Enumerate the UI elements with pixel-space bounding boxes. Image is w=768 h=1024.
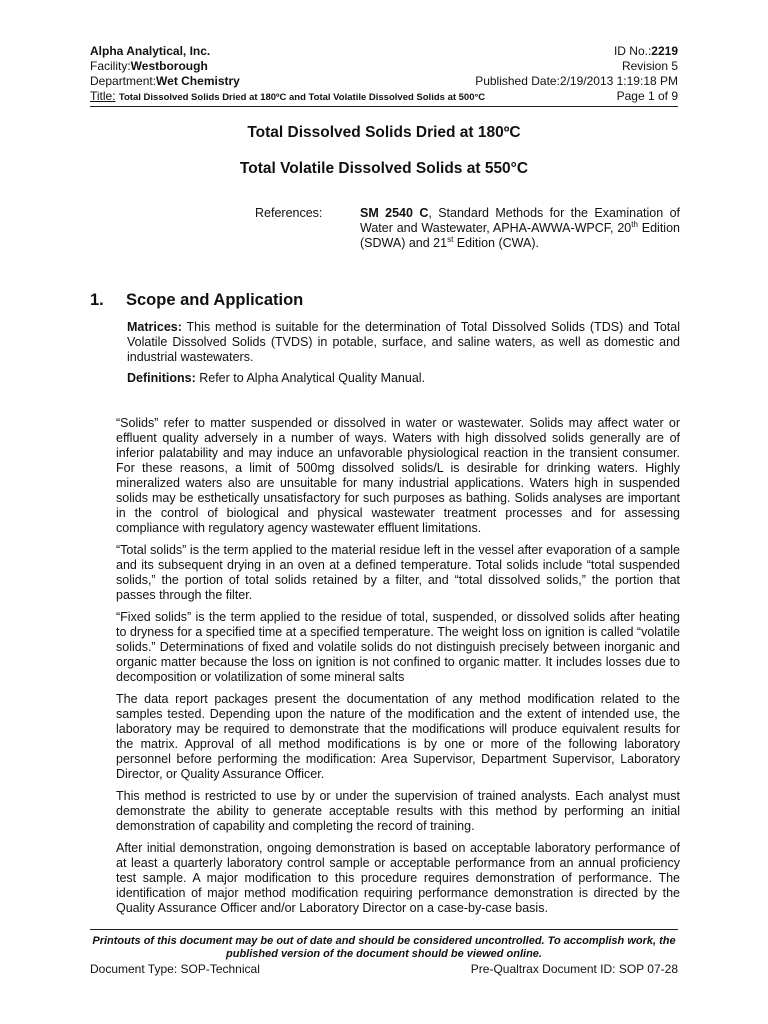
main-title-1: Total Dissolved Solids Dried at 180ºC [247, 124, 521, 141]
main-title-2: Total Volatile Dissolved Solids at 550°C [239, 160, 529, 177]
body-paragraph: The data report packages present the documentation of any method modification related to the samples tested. Depending upon the nature of the modification and the extent of intended use, the laboratory may be required to demonstrate that the modifications will produce equivalent results for the matrix. Approval of all method modifications is by one or more of the following laboratory personnel before performing the modification: Area Supervisor, Department Supervisor, Laboratory Director, or Quality Assurance Officer. [116, 692, 680, 781]
doc-title-line: Title: Total Dissolved Solids Dried at 180ºC and Total Volatile Dissolved Solids at 500°C [90, 89, 486, 103]
body-paragraph: “Fixed solids” is the term applied to the residue of total, suspended, or dissolved solids after heating to dryness for a specified time at a specified temperature. The weight loss on ignition is called “volatile solids.” Determinations of fixed and volatile solids do not distinguish precisely between inorganic and organic matter because the loss on ignition is not confined to organic matter. It includes losses due to decomposition or volatilization of some mineral salts [116, 610, 680, 684]
references-text: SM 2540 C, Standard Methods for the Examination of Water and Wastewater, APHA-AWWA-WPCF, 20th Edition (SDWA) and 21st Edition (CWA). [360, 206, 680, 250]
body-paragraph: “Total solids” is the term applied to the material residue left in the vessel after evaporation of a sample and its subsequent drying in an oven at a defined temperature. Total solids include “total suspended solids,” the portion of total solids retained by a filter, and “total dissolved solids,” the portion that passes through the filter. [116, 543, 680, 602]
page-header [90, 44, 678, 107]
uncontrolled-note: Printouts of this document may be out of date and should be considered uncontrolled. To accomplish work, the published version of the document should be viewed online. [92, 935, 676, 960]
body-paragraph: This method is restricted to use by or under the supervision of trained analysts. Each analyst must demonstrate the ability to generate acceptable results with this method by performing an initial demonstration of capability and completing the record of training. [116, 789, 680, 833]
department: Department:Wet Chemistry [90, 74, 240, 88]
id-number: ID No.:2219 [613, 44, 678, 58]
header-divider [90, 106, 678, 107]
facility: Facility:Westborough [90, 59, 208, 73]
footer-divider [90, 929, 678, 930]
document-id: Pre-Qualtrax Document ID: SOP 07-28 [470, 962, 678, 976]
page-number: Page 1 of 9 [616, 89, 678, 103]
references-label: References: [255, 206, 323, 220]
matrices-paragraph: Matrices: This method is suitable for the determination of Total Dissolved Solids (TDS) and Total Volatile Dissolved Solids (TVDS) in potable, surface, and saline waters, as well as domestic and industrial wastewaters. [127, 320, 680, 364]
body-paragraph: “Solids” refer to matter suspended or dissolved in water or wastewater. Solids may affect water or effluent quality adversely in a number of ways. Waters with high dissolved solids generally are of inferior palatability and may induce an unfavorable physiological reaction in the transient consumer. For these reasons, a limit of 500mg dissolved solids/L is desirable for drinking waters. Highly mineralized waters also are unsuitable for many industrial applications. Waters high in suspended solids may be esthetically unsatisfactory for such purposes as bathing. Solids analyses are important in the control of biological and physical wastewater treatment processes and for assessing compliance with regulatory agency wastewater effluent limitations. [116, 416, 680, 535]
company-name: Alpha Analytical, Inc. [90, 44, 211, 58]
references [255, 206, 680, 251]
body-paragraph: After initial demonstration, ongoing demonstration is based on acceptable laboratory performance of at least a quarterly laboratory control sample or acceptable performance from an annual proficiency test sample. A major modification to this procedure requires demonstration of performance. The identification of major method modification requiring performance demonstration is directed by the Quality Assurance Officer and/or Laboratory Director on a case-by-case basis. [116, 841, 680, 915]
published-date: Published Date:2/19/2013 1:19:18 PM [475, 74, 678, 88]
section-heading: 1. Scope and Application [90, 291, 304, 309]
definitions-paragraph: Definitions: Refer to Alpha Analytical Quality Manual. [127, 371, 426, 385]
page-footer [90, 929, 678, 976]
document-type: Document Type: SOP-Technical [90, 962, 260, 976]
revision: Revision 5 [621, 59, 678, 73]
